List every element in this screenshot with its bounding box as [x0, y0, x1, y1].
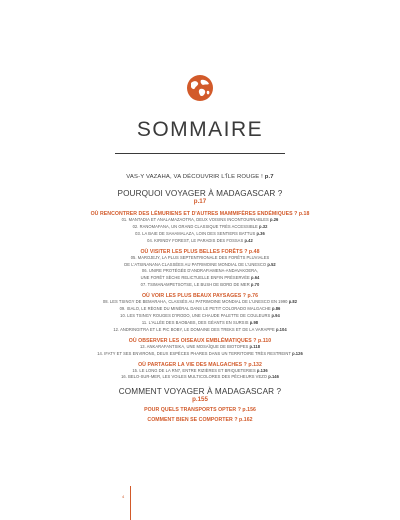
toc-entry: 12. ANDRINGITRA ET LE PIC BOBY, LE DOMAINE DES TREKS ET DE LA VARAPPE p.104	[113, 326, 287, 332]
margin-rule	[130, 486, 131, 520]
chapter-title: COMMENT BIEN SE COMPORTER ? p.162	[147, 417, 253, 424]
toc-entry: 07. TSIMANAMPETSOTSE, LE BUSH DE BORD DE MER p.70	[140, 282, 260, 288]
globe-icon	[186, 74, 214, 102]
toc-entry: 06. UNIRE PROTÉGÉE D'ANDRAFIAMENA-ANDAVAKOERA,	[141, 268, 259, 274]
page-number: 4	[122, 494, 125, 499]
part-page: p.155	[192, 396, 208, 404]
toc-entry: 13. ANKARAFANTSIKA, UNE MOSAÏQUE DE BIOTOPES p.118	[139, 343, 261, 349]
chapter-title: POUR QUELS TRANSPORTS OPTER ? p.156	[144, 407, 256, 414]
intro-entry: VAS-Y VAZAHA, VA DÉCOUVRIR L'ÎLE ROUGE ! p.7	[126, 174, 274, 180]
chapter-title: OÙ PARTAGER LA VIE DES MALGACHES ? p.132	[138, 361, 262, 368]
part-page: p.17	[193, 198, 207, 205]
toc-entry: 09. ISALO, LE RÈGNE DU MINÉRAL DANS LE PETIT COLORADO MALGACHE p.86	[119, 306, 281, 312]
toc-entry: 14. IFATY ET SES ENVIRONS, DEUX ESPÈCES PHARES DANS UN TERRITOIRE TRÈS RESTREINT p.126	[97, 350, 303, 356]
toc-entry: 08. LES TSINGY DE BEMARAHA, CLASSÉS AU PATRIMOINE MONDIAL DE L'UNESCO EN 1990 p.82	[102, 299, 298, 305]
toc-entry: 04. KIRINDY FOREST, LE PARADIS DES FOSSAS p.42	[147, 237, 253, 243]
toc-entry: 16. BELO-SUR-MER, LES VOILES MULTICOLORES DES PÊCHEURS VEZO p.146	[121, 374, 279, 380]
toc-entry: 11. L'ALLÉE DES BAOBABS, DES GÉANTS EN SURSIS p.98	[141, 319, 259, 325]
toc-entry: 02. RANOMAFANA, UN GRAND CLASSIQUE TRÈS ACCESSIBLE p.32	[132, 223, 268, 229]
part-title: POURQUOI VOYAGER À MADAGASCAR ?	[117, 189, 283, 198]
title-divider	[115, 153, 285, 154]
table-of-contents	[60, 174, 340, 423]
intro-page: p.7	[264, 174, 274, 180]
chapter-title: OÙ VOIR LES PLUS BEAUX PAYSAGES ? p.76	[141, 293, 259, 300]
toc-entry: DE L'ATSINANANA CLASSÉES AU PATRIMOINE MONDIAL DE L'UNESCO p.52	[124, 261, 276, 267]
toc-entry: 01. MANTADIA ET ANALAMAZAOTRA, DEUX VOISINS INCONTOURNABLES p.26	[121, 217, 279, 222]
part-title: COMMENT VOYAGER À MADAGASCAR ?	[118, 387, 282, 397]
chapter-title: OÙ RENCONTRER DES LÉMURIENS ET D'AUTRES MAMMIFÈRES ENDÉMIQUES ? p.18	[90, 211, 310, 217]
toc-entry: UNE FORÊT SÈCHE RELICTUELLE ENFIN PRÉSERVÉE p.64	[140, 275, 260, 281]
chapter-title: OÙ VISITER LES PLUS BELLES FORÊTS ? p.48	[140, 248, 260, 255]
chapter-title: OÙ OBSERVER LES OISEAUX EMBLÉMATIQUES ? p.110	[128, 337, 272, 344]
toc-entry: 03. LA BAIE DE SAHAMALAZA, LOIN DES SENTIERS BATTUS p.36	[135, 230, 265, 236]
toc-entry: 10. LES TSINGY ROUGES D'IRODO, UNE CHAUDE PALETTE DE COULEURS p.94	[120, 312, 280, 318]
toc-entry: 05. MAROJEJY, LA PLUS SEPTENTRIONALE DES FORÊTS PLUVIALES	[130, 254, 270, 260]
toc-entry: 15. LE LONG DE LA RN7, ENTRE RIZIÈRES ET BRIQUETERIES p.136	[132, 367, 268, 373]
page-title: SOMMAIRE	[136, 118, 264, 141]
